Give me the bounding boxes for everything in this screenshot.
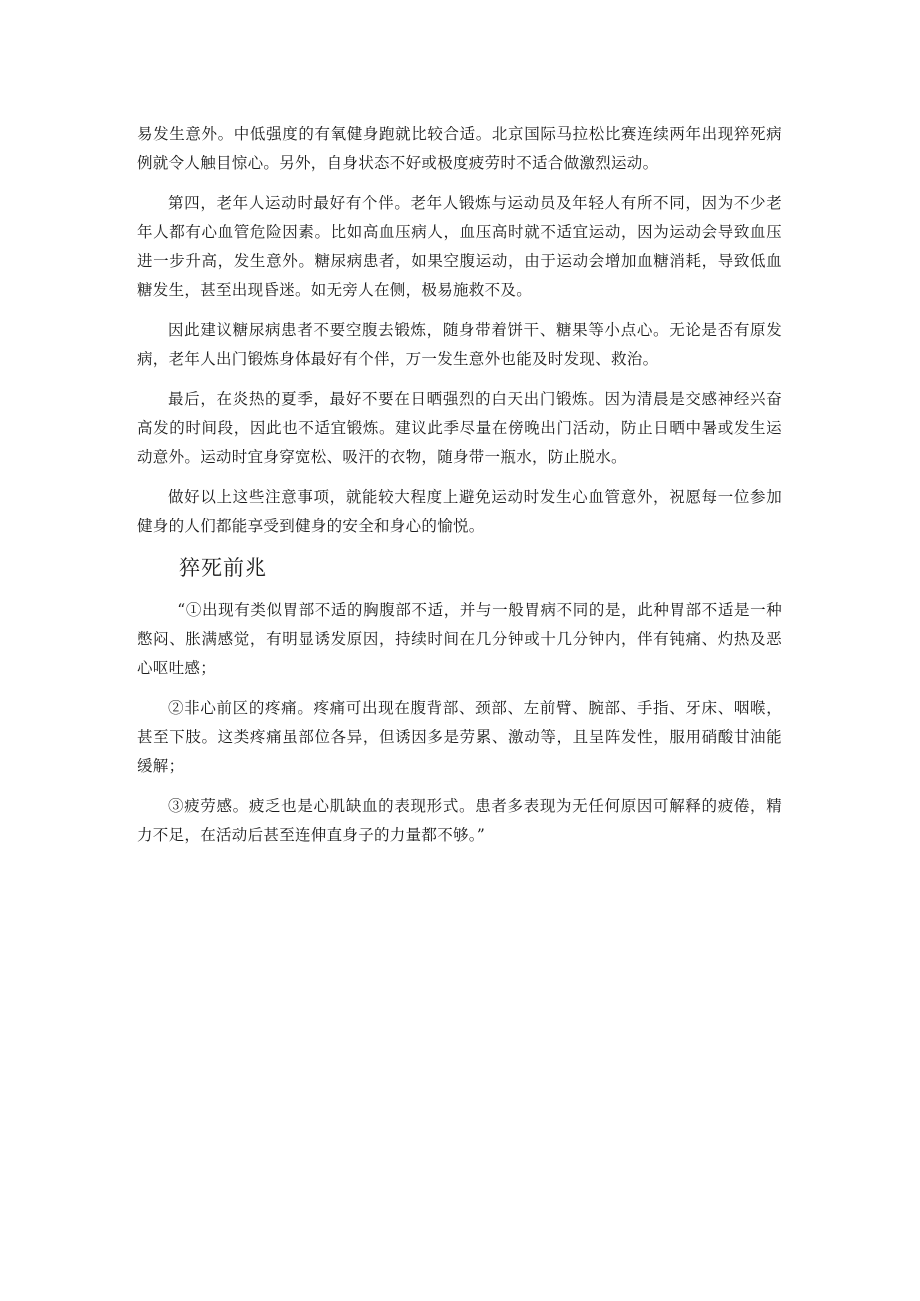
paragraph-symptom-2: ②非心前区的疼痛。疼痛可出现在腹背部、颈部、左前臂、腕部、手指、牙床、咽喉，甚至下肢。这类疼痛虽部位各异，但诱因多是劳累、激动等，且呈阵发性，服用硝酸甘油能缓解； (137, 699, 782, 775)
document-page (137, 120, 782, 861)
paragraph-conclusion: 做好以上这些注意事项，就能较大程度上避免运动时发生心血管意外，祝愿每一位参加健身的人们都能享受到健身的安全和身心的愉悦。 (137, 488, 782, 535)
section-heading: 猝死前兆 (179, 556, 267, 580)
paragraph-summer-advice: 最后，在炎热的夏季，最好不要在日晒强烈的白天出门锻炼。因为清晨是交感神经兴奋高发的时间段，因此也不适宜锻炼。建议此季尽量在傍晚出门活动，防止日晒中暑或发生运动意外。运动时宜身穿宽松、吸汗的衣物，随身带一瓶水，防止脱水。 (137, 390, 782, 466)
paragraph-diabetes-advice: 因此建议糖尿病患者不要空腹去锻炼，随身带着饼干、糖果等小点心。无论是否有原发病，老年人出门锻炼身体最好有个伴，万一发生意外也能及时发现、救治。 (137, 321, 782, 368)
paragraph-symptom-1: “①出现有类似胃部不适的胸腹部不适，并与一般胃病不同的是，此种胃部不适是一种憋闷、胀满感觉，有明显诱发原因，持续时间在几分钟或十几分钟内，伴有钝痛、灼热及恶心呕吐感； (137, 601, 782, 677)
paragraph-symptom-3: ③疲劳感。疲乏也是心肌缺血的表现形式。患者多表现为无任何原因可解释的疲倦，精力不足，在活动后甚至连伸直身子的力量都不够。” (137, 797, 782, 844)
paragraph-fourth-point: 第四，老年人运动时最好有个伴。老年人锻炼与运动员及年轻人有所不同，因为不少老年人都有心血管危险因素。比如高血压病人，血压高时就不适宜运动，因为运动会导致血压进一步升高，发生意外。糖尿病患者，如果空腹运动，由于运动会增加血糖消耗，导致低血糖发生，甚至出现昏迷。如无旁人在侧，极易施救不及。 (137, 194, 782, 299)
paragraph-continuation: 易发生意外。中低强度的有氧健身跑就比较合适。北京国际马拉松比赛连续两年出现猝死病例就令人触目惊心。另外，自身状态不好或极度疲劳时不适合做激烈运动。 (137, 125, 782, 172)
